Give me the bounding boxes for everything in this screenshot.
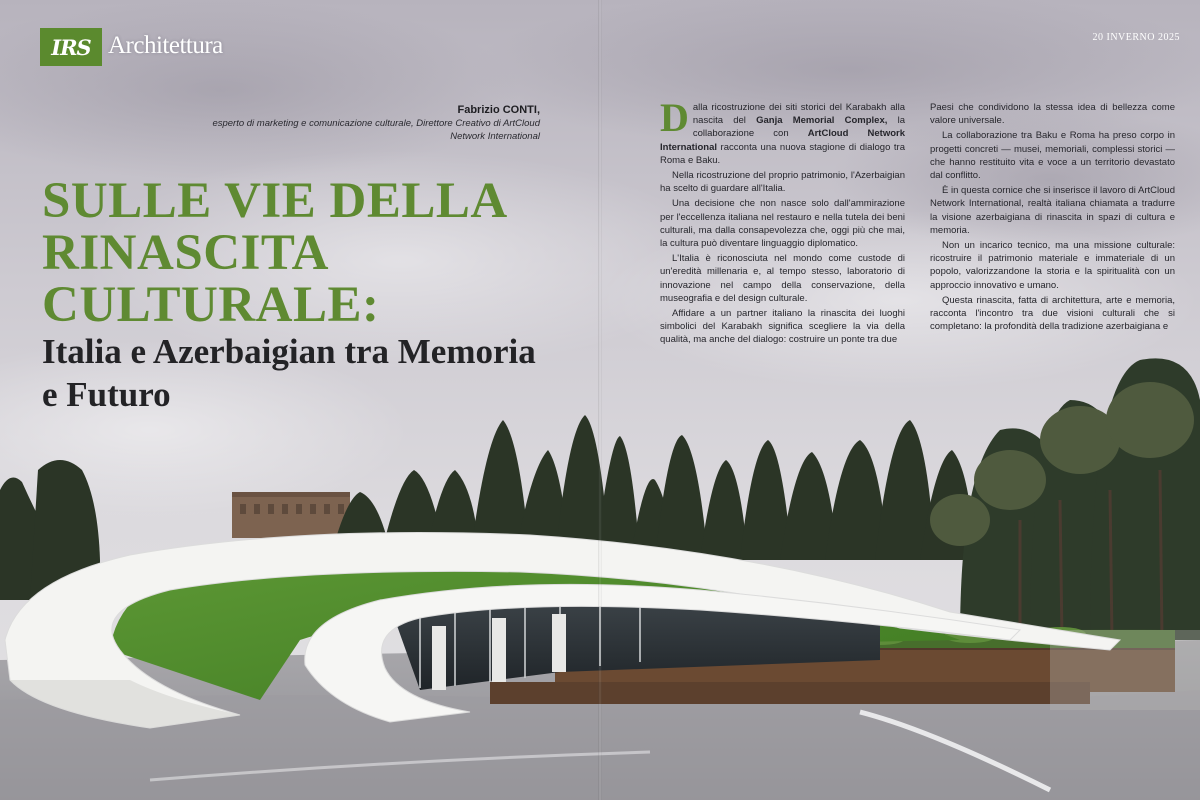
paragraph: È in questa cornice che si inserisce il lavoro di ArtCloud Network International, realtà italiana chiamata a tradurre la visione azerbaigiana di rinascita in spazi di cultura e memoria. (930, 185, 1175, 236)
paragraph: Affidare a un partner italiano la rinascita dei luoghi simbolici del Karabakh significa scegliere la via della qualità, ma anche del dialogo: costruire un ponte tra due (660, 308, 905, 346)
issue-label: 20 INVERNO 2025 (1092, 32, 1180, 43)
paragraph: Dalla ricostruzione dei siti storici del Karabakh alla nascita del Ganja Memorial Complex, la collaborazione con ArtCloud Network International racconta una nuova stagione di dialogo tra Roma e Baku. (660, 95, 905, 166)
drop-cap: D (660, 95, 689, 140)
author-role: esperto di marketing e comunicazione culturale, Direttore Creativo di ArtCloud Network International (212, 118, 540, 142)
paragraph: Questa rinascita, fatta di architettura, arte e memoria, racconta l'incontro tra due visioni culturali che si completano: la profondità della tradizione azerbaigiana e (930, 294, 1175, 333)
paragraph: L'Italia è riconosciuta nel mondo come custode di un'eredità millenaria e, al tempo stesso, laboratorio di innovazione nel campo della conservazione, della museografia e del design culturale. (660, 253, 905, 304)
paragraph: Una decisione che non nasce solo dall'ammirazione per l'eccellenza italiana nel restauro e nella tutela dei beni culturali, ma dalla consapevolezza che, oggi più che mai, la cultura può diventare linguaggio diplomatico. (660, 198, 905, 250)
byline (180, 104, 540, 143)
paragraph: Non un incarico tecnico, ma una missione culturale: ricostruire il patrimonio materiale e immateriale di un popolo, valorizzandone la storia e la spiritualità con un approccio innovativo e umano. (930, 240, 1175, 291)
irs-logo: IRS (40, 28, 102, 66)
body-column-1 (660, 95, 905, 349)
paragraph: Paesi che condividono la stessa idea di bellezza come valore universale. (930, 102, 1175, 127)
body-column-2 (930, 101, 1175, 335)
section-title: Architettura (108, 32, 223, 59)
page-gutter (598, 0, 602, 800)
paragraph: La collaborazione tra Baku e Roma ha preso corpo in progetti concreti — musei, memoriali, complessi storici — che hanno restituito vita e voce a un territorio devastato dal conflitto. (930, 130, 1175, 182)
article-subhead: Italia e Azerbaigian tra Memoria e Futuro (42, 332, 536, 414)
author-name: Fabrizio CONTI, (457, 104, 540, 116)
paragraph: Nella ricostruzione del proprio patrimonio, l'Azerbaigian ha scelto di guardare all'Italia. (660, 170, 905, 195)
article-headline: SULLE VIE DELLA RINASCITA CULTURALE: (42, 173, 505, 333)
